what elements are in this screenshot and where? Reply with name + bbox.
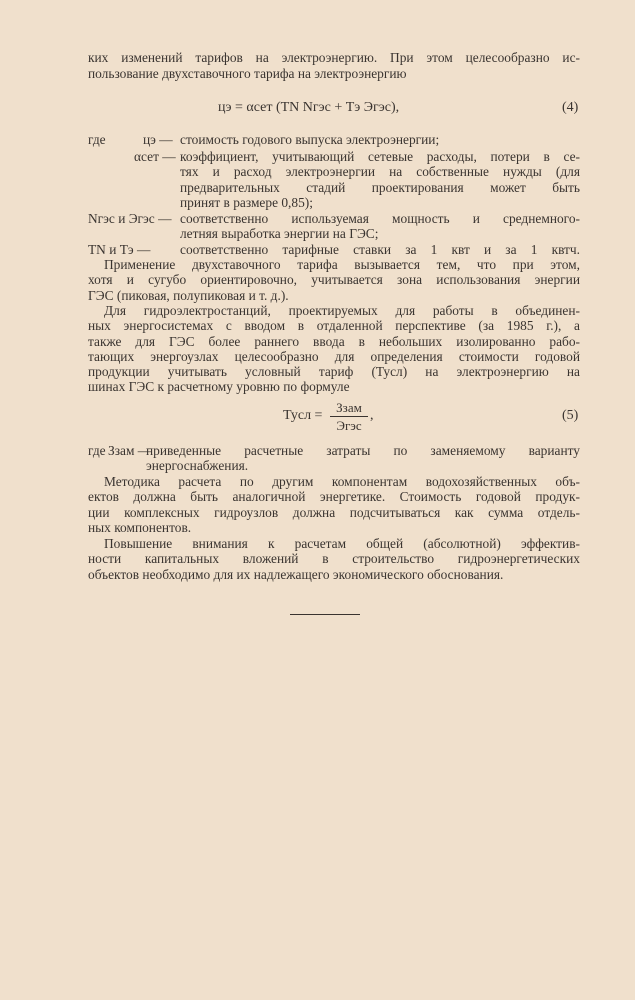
text-line: Применение двухставочного тарифа вызывается тем, что при этом, [104,257,580,272]
end-rule [290,614,360,615]
term-n: Nгэс и Эгэс — [88,211,172,226]
text-line: объектов необходимо для их надлежащего экономического обоснования. [88,567,504,582]
text-line: Для гидроэлектростанций, проектируемых для работы в объединен- [104,303,580,318]
formula-5-denominator: Эгэс [336,418,362,433]
term-z-definition: энергоснабжения. [146,458,249,473]
text-line: ции комплексных гидроузлов должна подсчитываться как сумма отдель- [88,505,580,520]
text-line: ных энергосистемах с вводом в отдаленной перспективе (за 1985 г.), а [88,318,580,333]
where-label: где [88,443,106,458]
text-line: шинах ГЭС к расчетному уровню по формуле [88,379,350,394]
term-n-definition: соответственно используемая мощность и среднемного- [180,211,580,226]
formula-5-lhs: Тусл = [283,408,323,423]
text-line: Методика расчета по другим компонентам водохозяйственных объ- [104,474,580,489]
term-t: ТN и Тэ — [88,242,151,257]
text-line: пользование двухставочного тарифа на электроэнергию [88,66,407,81]
text-line: ных компонентов. [88,520,192,535]
text-line: Повышение внимания к расчетам общей (абсолютной) эффектив- [104,536,580,551]
where-label: где [88,132,106,147]
text-line: хотя и сугубо ориентировочно, учитывается зона использования энергии [88,272,580,287]
term-c-definition: стоимость годового выпуска электроэнергии; [180,132,440,147]
text-line: ектов должна быть аналогичной энергетике. Стоимость годовой продук- [88,489,580,504]
term-alpha-definition: коэффициент, учитывающий сетевые расходы, потери в се- [180,149,580,164]
formula-4-number: (4) [562,100,579,115]
formula-5-numerator: Ззам [336,400,362,415]
term-alpha-definition: тях и расход электроэнергии на собственные нужды (для [180,164,580,179]
formula-5-fraction [330,400,368,433]
term-z-definition: приведенные расчетные затраты по заменяемому варианту [146,443,580,458]
term-t-definition: соответственно тарифные ставки за 1 квт и за 1 квтч. [180,242,580,257]
term-alpha-definition: предварительных стадий проектирования может быть [180,180,580,195]
fraction-bar [330,416,368,417]
text-line: ГЭС (пиковая, полупиковая и т. д.). [88,288,289,303]
text-line: также для ГЭС более раннего ввода в небольших изолированно рабо- [88,334,580,349]
term-n-definition: летняя выработка энергии на ГЭС; [180,226,379,241]
term-alpha: αсет — [134,149,176,164]
text-line: тающих энергоузлах целесообразно для определения стоимости годовой [88,349,580,364]
formula-5-comma: , [370,408,374,423]
formula-4: цэ = αсет (ТN Nгэс + Тэ Эгэс), [218,100,400,115]
text-line: ности капитальных вложений в строительство гидроэнергетических [88,551,580,566]
term-z: Ззам — [108,443,152,458]
formula-5-number: (5) [562,408,579,423]
text-line: продукции учитывать условный тариф (Тусл) на электроэнергию на [88,364,580,379]
term-alpha-definition: принят в размере 0,85); [180,195,313,210]
term-c: цэ — [143,132,173,147]
text-line: ких изменений тарифов на электроэнергию. При этом целесообразно ис- [88,50,580,65]
